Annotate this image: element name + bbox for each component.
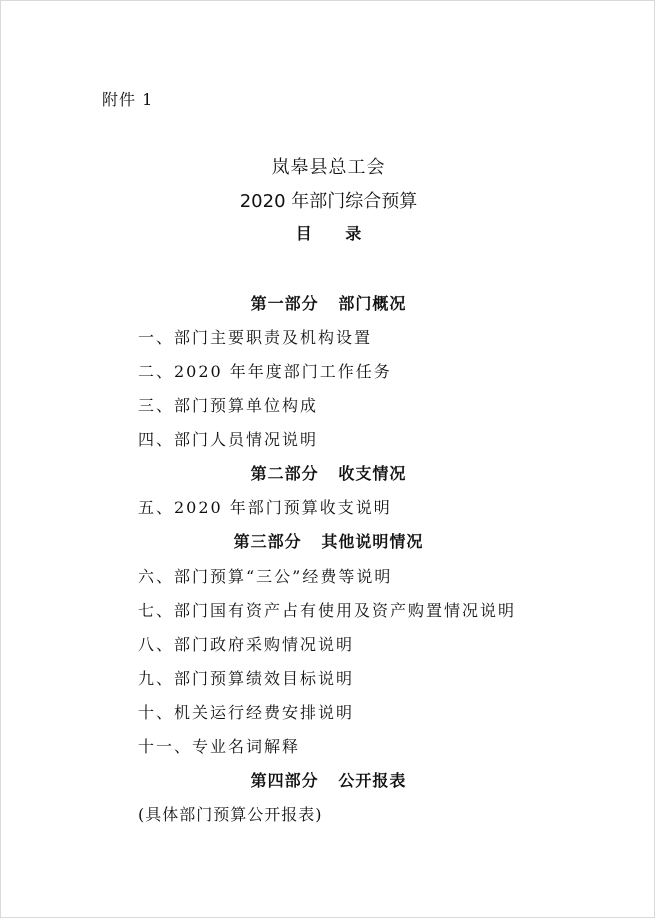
toc-item: 三、部门预算单位构成 — [138, 396, 319, 415]
toc-item: 七、部门国有资产占有使用及资产购置情况说明 — [138, 601, 517, 620]
part-heading-2: 第二部分 收支情况 — [250, 464, 407, 483]
attachment-label: 附件 1 — [102, 90, 154, 109]
toc-heading: 目 录 — [295, 224, 376, 243]
document-title: 岚皋县总工会 — [271, 157, 386, 178]
toc-item: 二、2020 年年度部门工作任务 — [138, 362, 392, 381]
toc-item: 十一、专业名词解释 — [138, 737, 301, 756]
part-heading-1: 第一部分 部门概况 — [250, 294, 407, 313]
part-heading-3: 第三部分 其他说明情况 — [233, 532, 424, 551]
document-subtitle: 2020 年部门综合预算 — [239, 191, 418, 212]
footer-note: (具体部门预算公开报表) — [138, 805, 323, 824]
toc-item: 六、部门预算“三公”经费等说明 — [138, 567, 393, 586]
toc-item: 四、部门人员情况说明 — [138, 430, 319, 449]
toc-item: 八、部门政府采购情况说明 — [138, 635, 355, 654]
toc-item: 五、2020 年部门预算收支说明 — [138, 498, 392, 517]
toc-item: 一、部门主要职责及机构设置 — [138, 328, 373, 347]
toc-item: 十、机关运行经费安排说明 — [138, 703, 355, 722]
toc-item: 九、部门预算绩效目标说明 — [138, 669, 355, 688]
part-heading-4: 第四部分 公开报表 — [250, 771, 407, 790]
